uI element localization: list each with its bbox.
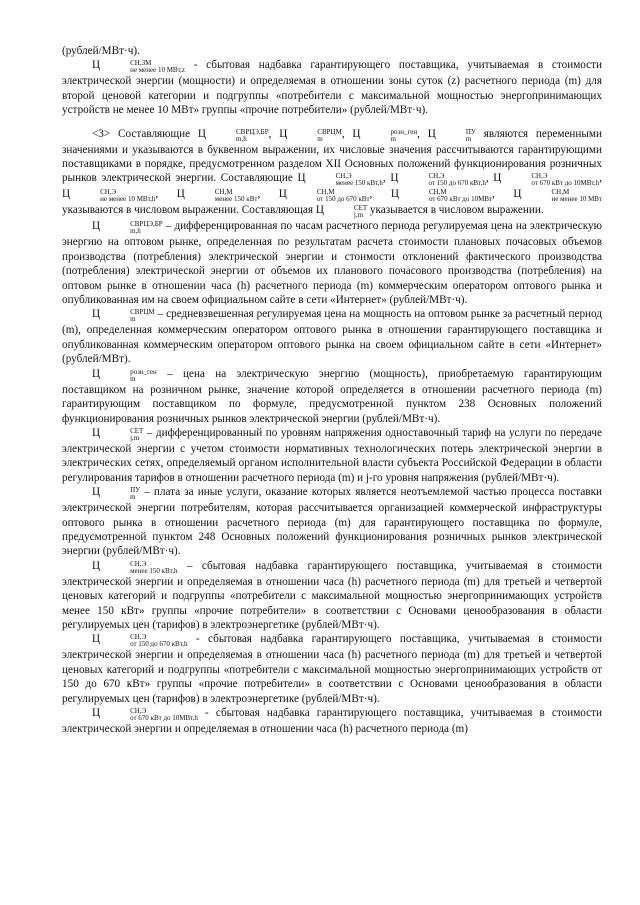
para-zm: Ц СН,ЗМ не менее 10 МВт,z - сбытовая надбавка гарантирующего поставщика, учитываемая в стоимости электрической энергии (мощности) и определяемая в отношении зоны суток (z) расчетного периода (m) для второй ценовой категории и подгруппы «потребители с максимальной мощностью энергопринимающих устройств не менее 10 МВт» группы «прочие потребители» (рублей/МВт·ч).	[62, 59, 602, 117]
para-note-3: <3> Составляющие Ц СВРЦЭ,БР m,h , Ц СВРЦМ m , Ц розн_ген m , Ц ПУ m являются переменными значениями и указываются в буквенном выражении, их числовые значения рассчитываются гарантирующими поставщиками в порядке, предусмотренном разделом XII Основных положений функционирования розничных рынков электрической энергии. Составляющие Ц СН,Э менее 150 кВт,h , Ц СН,Э от 150 до 670 кВт,h , Ц СН,Э от 670 кВт до 10МВт,h , Ц СН,Э не менее 10 МВт,h , Ц СН,М менее 150 кВт , Ц СН,М от 150 до 670 кВт , Ц СН,М от 670 кВт до 10МВт , Ц СН,М не менее 10 МВт указываются в числовом выражении. Составляющая Ц СЕТ j,m указывается в числовом выражении.	[62, 127, 603, 220]
symbol-c-svrcm-def: Ц СВРЦМ m	[92, 308, 155, 324]
symbol-c5: Ц СН,М менее 150 кВт	[176, 188, 258, 204]
para-pu: Ц ПУ m – плата за иные услуги, оказание которых является неотъемлемой частью процесса поставки электрической энергии потребителям, которая рассчитывается организацией коммерческой инфраструктуры оптового рынка в отношении расчетного периода (m) для гарантирующего поставщика по формуле, предусмотренной пунктом 248 Основных положений функционирования розничных рынков электрической энергии (рублей/МВт·ч).	[62, 486, 602, 558]
symbol-c3: Ц СН,Э от 670 кВт до 10МВт,h	[493, 172, 600, 188]
symbol-c1: Ц СН,Э менее 150 кВт,h	[297, 172, 383, 188]
document-page	[62, 44, 602, 736]
symbol-c-zm: Ц СН,ЗМ не менее 10 МВт,z	[92, 59, 185, 75]
symbol-c-rozn: Ц розн_ген m	[352, 127, 418, 143]
para-c150: Ц СН,Э менее 150 кВт,h – сбытовая надбавка гарантирующего поставщика, учитываемая в стоимости электрической энергии и определяемая в отношении часа (h) расчетного периода (m) для третьей и четвертой ценовых категорий и подгруппы «потребители с максимальной мощностью энергопринимающих устройств менее 150 кВт» группы «прочие потребители» в соответствии с Основами ценообразования в области регулируемых цен (тарифов) в электроэнергетике (рублей/МВт·ч).	[62, 559, 602, 631]
symbol-c-10-def: Ц СН,Э от 670 кВт до 10МВт,h	[92, 707, 198, 722]
symbol-c-rozn-def: Ц розн_ген m	[92, 367, 157, 383]
symbol-c-150-def: Ц СН,Э менее 150 кВт,h	[92, 559, 178, 575]
symbol-c2: Ц СН,Э от 150 до 670 кВт,h	[390, 172, 486, 188]
para-svrce: Ц СВРЦЭ,БР m,h – дифференцированная по часам расчетного периода регулируемая цена на электрическую энергию на оптовом рынке, определенная по результатам расчета стоимости плановых почасовых объемов производства (потребления) электрической энергии и стоимости отклонений фактического производства (потребления) электрической энергии от объемов их планового почасового производства (потребления) на оптовом рынке в отношении часа (h) расчетного периода (m) коммерческим оператором оптового рынка и опубликованная им на своем официальном сайте в сети «Интернет» (рублей/МВт·ч).	[62, 220, 602, 307]
symbol-c6: Ц СН,М от 150 до 670 кВт	[278, 188, 370, 204]
symbol-c-svrce-def: Ц СВРЦЭ,БР m,h	[92, 220, 163, 236]
symbol-c7: Ц СН,М от 670 кВт до 10МВт	[390, 188, 493, 204]
symbol-c-svrce: Ц СВРЦЭ,БР m,h	[197, 127, 269, 143]
para-svrcm: Ц СВРЦМ m – средневзвешенная регулируемая цена на мощность на оптовом рынке за расчетный период (m), определенная коммерческим оператором оптового рынка в отношении гарантирующего поставщика и опубликованная коммерческим оператором оптового рынка на своем официальном сайте в сети «Интернет» (рублей/МВт).	[62, 308, 602, 366]
symbol-c-svrcm: Ц СВРЦМ m	[279, 127, 342, 143]
symbol-c-pu: Ц ПУ m	[427, 127, 476, 143]
symbol-c-pu-def: Ц ПУ m	[92, 486, 141, 502]
symbol-c8: Ц СН,М не менее 10 МВт	[513, 188, 603, 204]
para-set: Ц СЕТ j,m – дифференцированный по уровням напряжения одноставочный тариф на услуги по передаче электрической энергии с учетом стоимости нормативных технологических потерь электрической энергии в электрических сетях, определяемый органом исполнительной власти субъекта Российской Федерации в области регулирования тарифов в отношении расчетного периода (m) и j-го уровня напряжения (рублей/МВт·ч).	[62, 426, 602, 484]
para-c670: Ц СН,Э от 150 до 670 кВт,h - сбытовая надбавка гарантирующего поставщика, учитываемая в стоимости электрической энергии и определяемая в отношении часа (h) расчетного периода (m) для третьей и четвертой ценовых категорий и подгруппы «потребители с максимальной мощностью энергопринимающих устройств от 150 до 670 кВт» группы «прочие потребители» в соответствии с Основами ценообразования в области регулируемых цен (тарифов) в электроэнергетике (рублей/МВт·ч).	[62, 633, 602, 705]
symbol-c9: Ц СЕТ j,m	[315, 204, 368, 220]
line-unit: (рублей/МВт·ч).	[62, 45, 140, 57]
para-rozn: Ц розн_ген m – цена на электрическую энергию (мощность), приобретаемую гарантирующим поставщиком на розничном рынке, значение которой определяется в отношении расчетного периода (m) гарантирующим поставщиком по формуле, предусмотренной пунктом 238 Основных положений функционирования розничных рынков электрической энергии (рублей/МВт·ч).	[62, 367, 602, 425]
symbol-c-670-def: Ц СН,Э от 150 до 670 кВт,h	[92, 633, 188, 649]
para-c10: Ц СН,Э от 670 кВт до 10МВт,h - сбытовая надбавка гарантирующего поставщика, учитываемая в стоимости электрической энергии и определяемая в отношении часа (h) расчетного периода (m)	[62, 707, 602, 735]
symbol-c4: Ц СН,Э не менее 10 МВт,h	[62, 188, 156, 204]
symbol-c-set-def: Ц СЕТ j,m	[92, 426, 144, 442]
